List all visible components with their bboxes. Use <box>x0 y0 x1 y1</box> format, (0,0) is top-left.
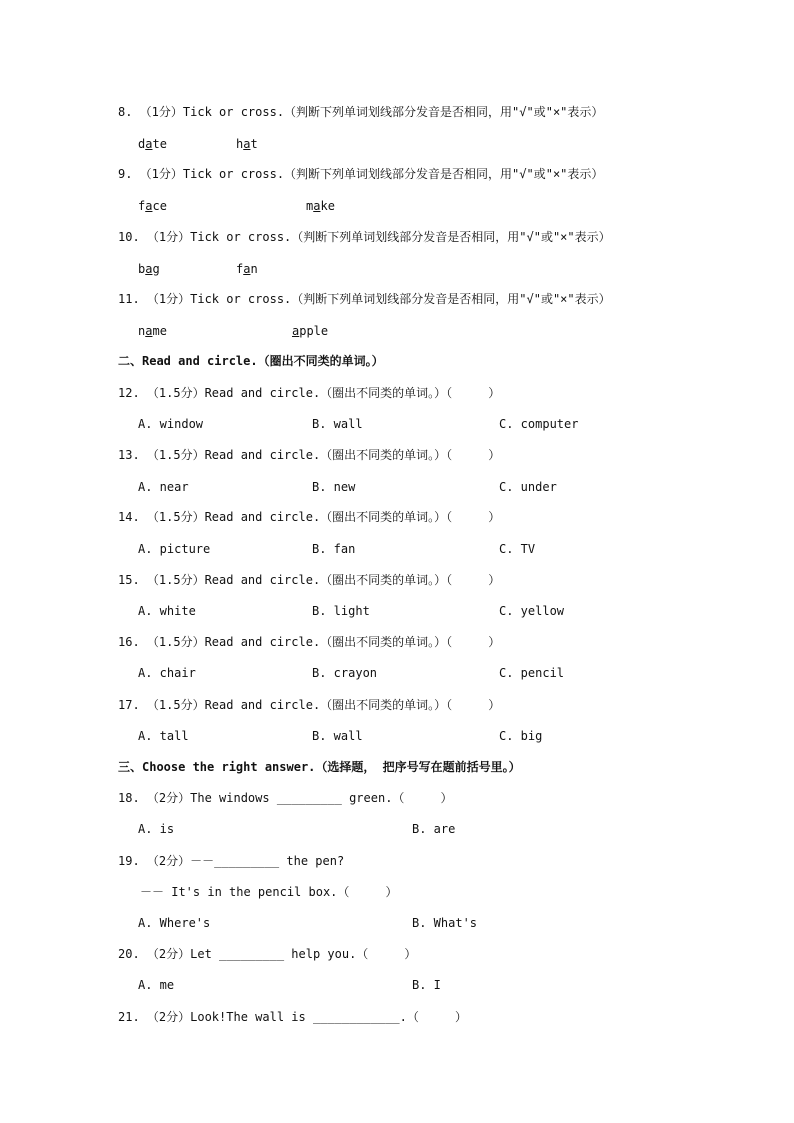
q17-option-c: C. big <box>499 729 543 743</box>
q12-option-c: C. computer <box>499 417 579 431</box>
q20-option-a: A. me <box>138 978 175 992</box>
q16-option-c: C. pencil <box>499 666 565 680</box>
q13-option-b: B. new <box>312 480 356 494</box>
q16-option-a: A. chair <box>138 666 196 680</box>
q9-stem: 9. （1分）Tick or cross.（判断下列单词划线部分发音是否相同，用"√"或"×"表示） <box>118 167 604 181</box>
q20-option-b: B. I <box>412 978 441 992</box>
q11-word-2: apple <box>292 324 329 338</box>
q8-word-1: date <box>138 137 167 151</box>
q19-line-2: －－ It's in the pencil box.（ ） <box>140 885 398 899</box>
q18-stem: 18. （2分）The windows _________ green.（ ） <box>118 791 453 805</box>
q17-option-a: A. tall <box>138 729 189 743</box>
q12-stem: 12. （1.5分）Read and circle.（圈出不同类的单词。）（ ） <box>118 386 501 400</box>
q10-stem: 10. （1分）Tick or cross.（判断下列单词划线部分发音是否相同，用"√"或"×"表示） <box>118 230 611 244</box>
q15-option-c: C. yellow <box>499 604 565 618</box>
q20-stem: 20. （2分）Let _________ help you.（ ） <box>118 947 417 961</box>
q18-option-a: A. is <box>138 822 175 836</box>
q14-option-b: B. fan <box>312 542 356 556</box>
q9-word-2: make <box>306 199 335 213</box>
q19-option-a: A. Where's <box>138 916 211 930</box>
q17-option-b: B. wall <box>312 729 363 743</box>
q21-stem: 21. （2分）Look!The wall is ____________.（ ） <box>118 1010 467 1024</box>
q11-stem: 11. （1分）Tick or cross.（判断下列单词划线部分发音是否相同，用"√"或"×"表示） <box>118 292 611 306</box>
q17-stem: 17. （1.5分）Read and circle.（圈出不同类的单词。）（ ） <box>118 698 501 712</box>
section-3-heading: 三、Choose the right answer.（选择题， 把序号写在题前括号里。） <box>118 760 521 774</box>
q16-stem: 16. （1.5分）Read and circle.（圈出不同类的单词。）（ ） <box>118 635 501 649</box>
q10-word-1: bag <box>138 262 160 276</box>
section-2-heading: 二、Read and circle.（圈出不同类的单词。） <box>118 354 384 368</box>
q14-option-c: C. TV <box>499 542 536 556</box>
q14-stem: 14. （1.5分）Read and circle.（圈出不同类的单词。）（ ） <box>118 510 501 524</box>
q13-option-a: A. near <box>138 480 189 494</box>
q12-option-b: B. wall <box>312 417 363 431</box>
q9-word-1: face <box>138 199 167 213</box>
q10-word-2: fan <box>236 262 258 276</box>
q13-stem: 13. （1.5分）Read and circle.（圈出不同类的单词。）（ ） <box>118 448 501 462</box>
q14-option-a: A. picture <box>138 542 211 556</box>
q8-stem: 8. （1分）Tick or cross.（判断下列单词划线部分发音是否相同，用"√"或"×"表示） <box>118 105 604 119</box>
q15-option-a: A. white <box>138 604 196 618</box>
q8-word-2: hat <box>236 137 258 151</box>
q19-stem: 19. （2分）－－_________ the pen? <box>118 854 345 868</box>
q16-option-b: B. crayon <box>312 666 378 680</box>
q15-stem: 15. （1.5分）Read and circle.（圈出不同类的单词。）（ ） <box>118 573 501 587</box>
q19-option-b: B. What's <box>412 916 478 930</box>
q11-word-1: name <box>138 324 167 338</box>
q13-option-c: C. under <box>499 480 557 494</box>
q15-option-b: B. light <box>312 604 370 618</box>
q18-option-b: B. are <box>412 822 456 836</box>
q12-option-a: A. window <box>138 417 204 431</box>
